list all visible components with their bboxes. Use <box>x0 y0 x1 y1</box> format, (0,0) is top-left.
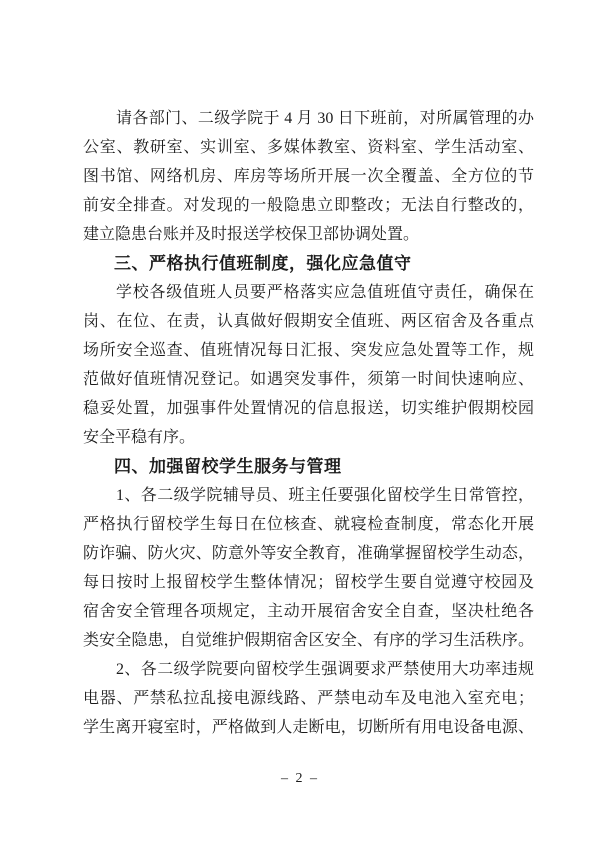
text-line: 公室、教研室、实训室、多媒体教室、资料室、学生活动室、 <box>83 139 534 156</box>
text-line: 学校各级值班人员要严格落实应急值班值守责任，确保在 <box>116 284 534 301</box>
text-line: 安全平稳有序。 <box>83 429 196 446</box>
text-line: 岗、在位、在责，认真做好假期安全值班、两区宿舍及各重点 <box>83 313 534 330</box>
paragraph-student-management-2 <box>83 655 534 742</box>
text-line: 范做好值班情况登记。如遇突发事件，须第一时间快速响应、 <box>83 371 534 388</box>
text-line: 防诈骗、防火灾、防意外等安全教育，准确掌握留校学生动态， <box>83 545 534 562</box>
paragraph-safety-inspection <box>83 104 534 249</box>
text-line: 前安全排查。对发现的一般隐患立即整改；无法自行整改的， <box>83 197 534 214</box>
paragraph-duty-system <box>83 278 534 452</box>
text-line: 请各部门、二级学院于 4 月 30 日下班前，对所属管理的办 <box>116 110 534 127</box>
text-line: 稳妥处置，加强事件处置情况的信息报送，切实维护假期校园 <box>83 400 534 417</box>
text-line: 宿舍安全管理各项规定，主动开展宿舍安全自查，坚决杜绝各 <box>83 603 534 620</box>
document-body <box>83 104 534 742</box>
text-line: 严格执行留校学生每日在位核查、就寝检查制度，常态化开展 <box>83 516 534 533</box>
text-line: 图书馆、网络机房、库房等场所开展一次全覆盖、全方位的节 <box>83 168 534 185</box>
text-line: 2、各二级学院要向留校学生强调要求严禁使用大功率违规 <box>116 661 534 678</box>
section-heading-3: 三、严格执行值班制度，强化应急值守 <box>114 254 412 273</box>
text-line: 电器、严禁私拉乱接电源线路、严禁电动车及电池入室充电； <box>83 690 534 707</box>
paragraph-student-management-1 <box>83 481 534 655</box>
text-line: 每日按时上报留校学生整体情况；留校学生要自觉遵守校园及 <box>83 574 534 591</box>
text-line: 类安全隐患，自觉维护假期宿舍区安全、有序的学习生活秩序。 <box>83 632 534 649</box>
section-heading-4: 四、加强留校学生服务与管理 <box>114 457 342 476</box>
text-line: 场所安全巡查、值班情况每日汇报、突发应急处置等工作，规 <box>83 342 534 359</box>
text-line: 学生离开寝室时，严格做到人走断电，切断所有用电设备电源、 <box>83 719 534 736</box>
page-number: – 2 – <box>281 771 319 786</box>
text-line: 建立隐患台账并及时报送学校保卫部协调处置。 <box>83 226 420 243</box>
text-line: 1、各二级学院辅导员、班主任要强化留校学生日常管控， <box>116 487 534 504</box>
